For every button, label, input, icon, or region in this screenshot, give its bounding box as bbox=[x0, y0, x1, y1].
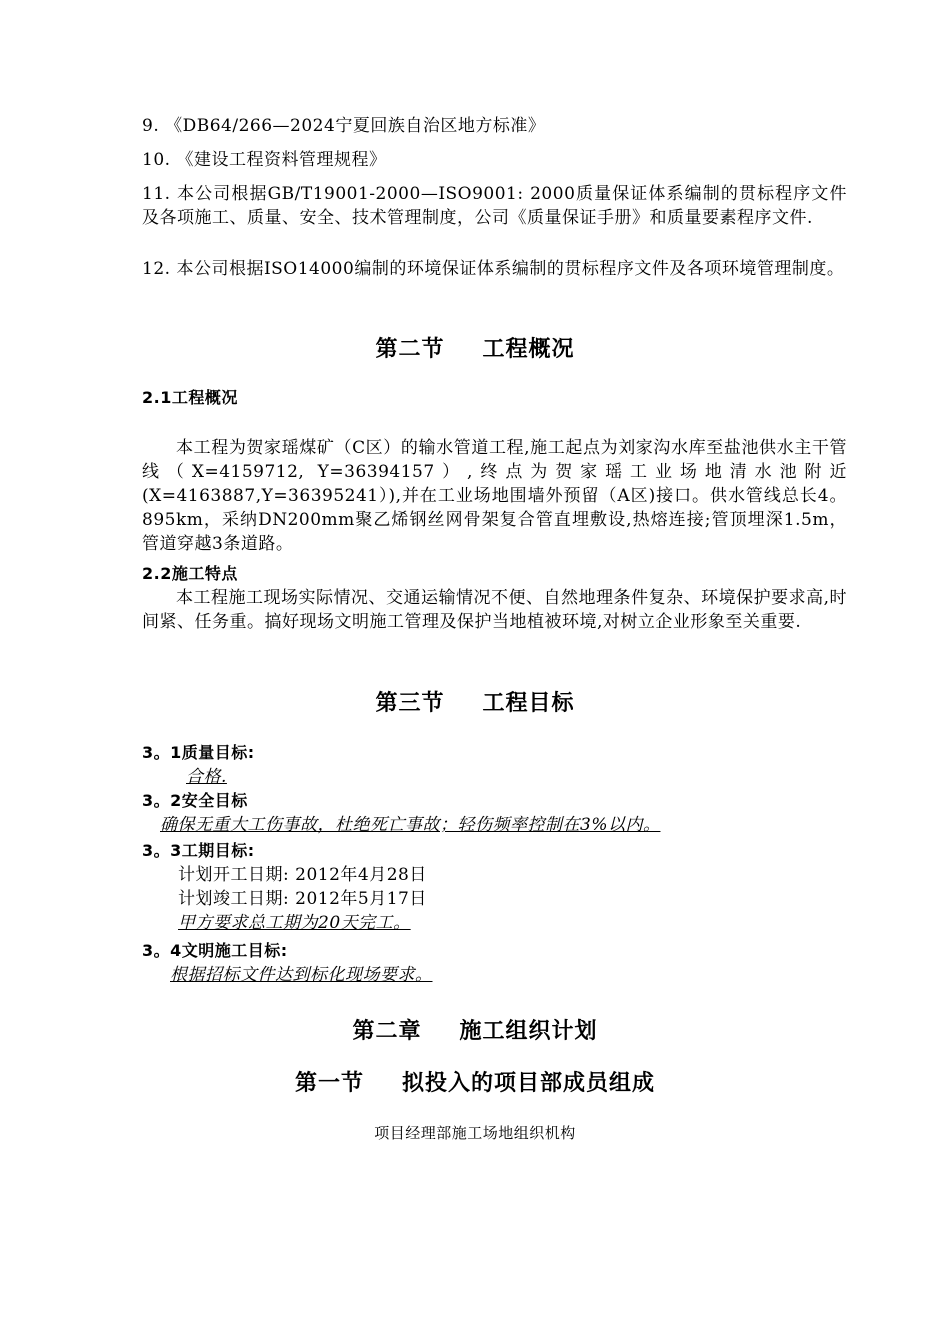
goal-body-safety: 确保无重大工伤事故，杜绝死亡事故；轻伤频率控制在3%以内。 bbox=[160, 815, 661, 835]
subsection-title-2-2: 2.2施工特点 bbox=[142, 564, 238, 583]
section-title: 工程概况 bbox=[482, 337, 575, 362]
reference-item-12: 12. 本公司根据ISO14000编制的环境保证体系编制的贯标程序文件及各项环境管理制度。 bbox=[142, 259, 845, 279]
section-heading-3 bbox=[0, 686, 950, 717]
schedule-end-date: 计划竣工日期: 2012年5月17日 bbox=[178, 889, 427, 909]
reference-item-9: 9. 《DB64/266—2024宁夏回族自治区地方标准》 bbox=[142, 116, 546, 136]
goal-title-quality: 3。1质量目标: bbox=[142, 743, 255, 762]
section-heading-2 bbox=[0, 332, 950, 363]
section-number: 第二节 bbox=[375, 337, 445, 362]
section-title: 拟投入的项目部成员组成 bbox=[402, 1071, 656, 1096]
construction-features-paragraph: 本工程施工现场实际情况、交通运输情况不便、自然地理条件复杂、环境保护要求高,时间紧、任务重。搞好现场文明施工管理及保护当地植被环境,对树立企业形象至关重要. bbox=[142, 588, 847, 632]
chapter-number: 第二章 bbox=[352, 1019, 422, 1044]
reference-item-10: 10. 《建设工程资料管理规程》 bbox=[142, 150, 387, 170]
chapter-heading-2 bbox=[0, 1014, 950, 1045]
org-chart-caption: 项目经理部施工场地组织机构 bbox=[374, 1124, 576, 1142]
goal-body-civilized: 根据招标文件达到标化现场要求。 bbox=[170, 965, 433, 985]
project-overview-paragraph: 本工程为贺家瑶煤矿（C区）的输水管道工程,施工起点为刘家沟水库至盐池供水主干管线（X=4159712, Y=36394157）,终点为贺家瑶工业场地清水池附近(X=4163887,Y=36395241）),并在工业场地围墙外预留（A区)接口。供水管线总长4。895km，采纳DN200mm聚乙烯钢丝网骨架复合管直埋敷设,热熔连接;管顶埋深1.5m，管道穿越3条道路。 bbox=[142, 438, 847, 554]
goal-title-safety: 3。2安全目标 bbox=[142, 791, 248, 810]
goal-title-civilized: 3。4文明施工目标: bbox=[142, 941, 288, 960]
section-title: 工程目标 bbox=[482, 691, 575, 716]
schedule-requirement: 甲方要求总工期为20天完工。 bbox=[178, 913, 411, 933]
subsection-title-2-1: 2.1工程概况 bbox=[142, 388, 238, 407]
chapter-title: 施工组织计划 bbox=[459, 1019, 598, 1044]
goal-title-schedule: 3。3工期目标: bbox=[142, 841, 255, 860]
section-number: 第一节 bbox=[294, 1071, 364, 1096]
section-number: 第三节 bbox=[375, 691, 445, 716]
schedule-start-date: 计划开工日期: 2012年4月28日 bbox=[178, 865, 427, 885]
goal-body-quality: 合格. bbox=[186, 767, 227, 787]
section-heading-chapter2-1 bbox=[0, 1066, 950, 1097]
reference-item-11: 11. 本公司根据GB/T19001-2000—ISO9001: 2000质量保证体系编制的贯标程序文件及各项施工、质量、安全、技术管理制度，公司《质量保证手册》和质量要素程序文件. bbox=[142, 184, 847, 228]
